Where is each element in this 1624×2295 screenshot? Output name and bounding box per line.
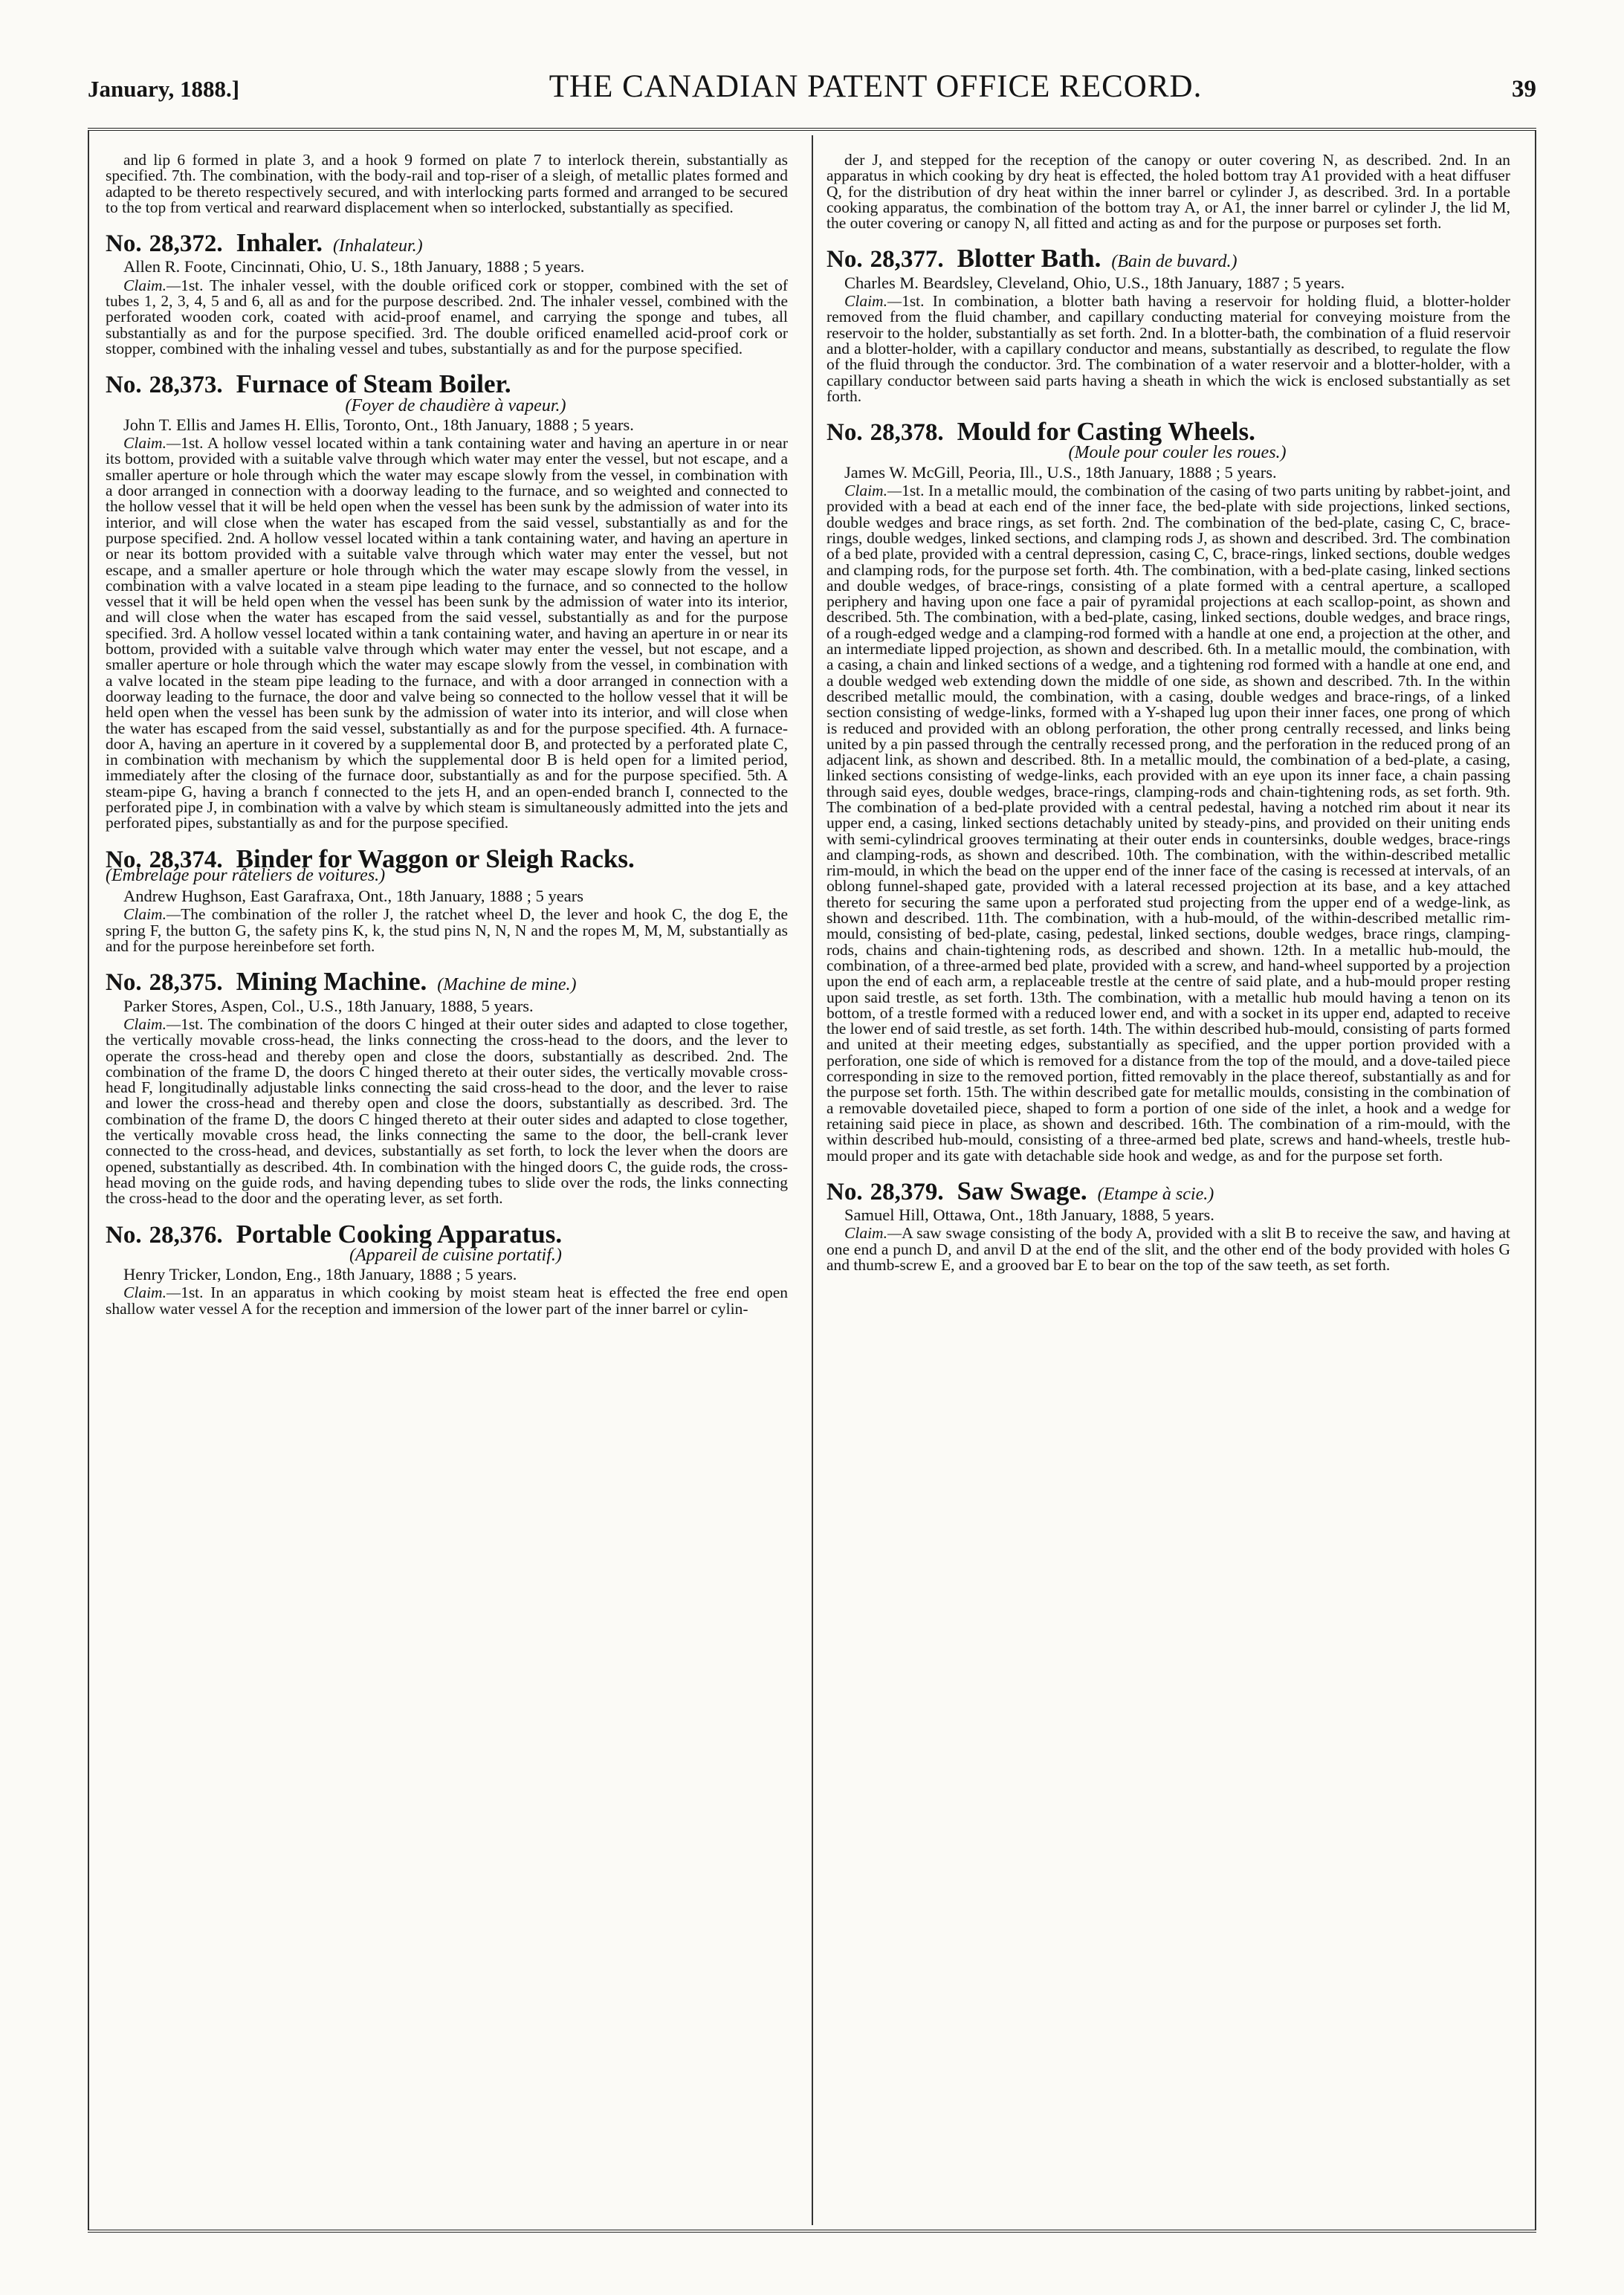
- entry-number: 28,377.: [870, 246, 944, 273]
- entry-inventor: Samuel Hill, Ottawa, Ont., 18th January, 1888, 5 years.: [844, 1205, 1214, 1225]
- entry-heading: [826, 244, 1510, 273]
- claim-text: 1st. The inhaler vessel, with the double orificed cork or stopper, combined with the set of tubes 1, 2, 3, 4, 5 and 6, all as and for the purpose described. 2nd. The inhaler vessel, combined with the perforated wooden cork, coated with acid-proof enamel, and carrying the sponge and tubes, all substantially as and for the purpose specified. 3rd. The double orificed enamelled acid-proof cork or stopper, combined with the inhaling vessel and tubes, substantially as and for the purpose specified.: [106, 276, 788, 357]
- entry-french-title: (Embrelage pour râteliers de voitures.): [106, 865, 386, 885]
- entry-claim: [106, 436, 788, 831]
- entry-heading: [106, 369, 788, 399]
- claim-text: A saw swage consisting of the body A, provided with a slit B to receive the saw, and having at one end a punch D, and anvil D at the end of the slit, and the other end of the body provided with holes G and thumb-screw E, and a grooved bar E to bear on the top of the saw teeth, as set forth.: [826, 1224, 1510, 1274]
- claim-text: 1st. In an apparatus in which cooking by moist steam heat is effected the free end open shallow water vessel A for the reception and immersion of the lower part of the inner barrel or cylin-: [106, 1284, 788, 1318]
- right-frame-rule: [1535, 131, 1536, 2230]
- claim-text: 1st. The combination of the doors C hinged at their outer sides and adapted to close together, the vertically movable cross-head, the links connecting the cross-head to the doors, and the lever to operate the cross-head and thereby open and close the doors, substantially as described. 2nd. The combination of the frame D, the doors C hinged thereto at their outer sides, the vertically movable cross-head F, longitudinally adjustable links connecting the said cross-head to the door, and the lever to raise and lower the cross-head and thereby open and close the doors, substantially as described. 3rd. The combination of the frame D, the doors C hinged thereto at their outer sides and adapted to close together, the vertically movable cross head, the links connecting the same to the door, the bell-crank lever connected to the cross-head, and devices, substantially as set forth, to lock the lever when the doors are opened, substantially as described. 4th. In combination with the hinged doors C, the guide rods, the cross-head moving on the guide rods, and having depending tubes to slide over the rods, the links connecting the cross-head to the door and the operating lever, as set forth.: [106, 1014, 788, 1208]
- entry-heading: [826, 417, 1510, 447]
- entry-title: Blotter Bath.: [957, 244, 1101, 273]
- claim-label: Claim.—: [123, 276, 181, 294]
- claim-text: 1st. A hollow vessel located within a tank containing water and having an aperture in or near its bottom, provided with a suitable valve through which water may enter the vessel, but not escape, and a smaller aperture or hole through which the water may escape slowly from the vessel, in combination with a door arranged in connection with a doorway leading to the furnace, and so weighted and connected to the hollow vessel that it will be held open when the vessel has been sunk by the admission of water into its interior, and will close when the water has escaped from the said vessel, substantially as and for the purpose specified. 2nd. A hollow vessel located within a tank containing water, and having an aperture in or near its bottom provided with a suitable valve through which water may enter the vessel, but not escape, and a smaller aperture or hole through which the water may escape slowly from the vessel, in combination with a valve located in a steam pipe leading to the furnace, and so connected to the hollow vessel that it will be held open when the vessel has been sunk by the admission of water into its interior, and will close when the water has escaped from the said vessel, substantially as and for the purpose specified. 3rd. A hollow vessel located within a tank containing water, and having an aperture in or near its bottom, provided with a suitable valve through which water may enter the vessel, but not escape, and a smaller aperture or hole through which the water may escape slowly from the vessel, in combination with a valve located in the steam pipe leading to the furnace, and with a door arranged in connection with a doorway leading to the furnace, the door and valve being so connected to the hollow vessel that it will be held open when the vessel has been sunk by the admission of water into its interior, and will close when the water has escaped from the said vessel, substantially as and for the purpose specified. 4th. A furnace-door A, having an aperture in it covered by a supplemental door B, and protected by a perforated plate C, in combination with mechanism by which the supplemental door B is held open for a limited period, immediately after the closing of the furnace door, substantially as and for the purpose specified. 5th. A steam-pipe G, having a branch f connected to the jets H, and an open-ended branch I, connected to the perforated pipe J, in combination with a valve by which steam is simultaneously admitted into the jets and perforated pipes, substantially as and for the purpose specified.: [106, 434, 788, 832]
- left-column: [106, 152, 788, 1320]
- entry-claim: [106, 278, 788, 357]
- entry-claim: [106, 1014, 788, 1208]
- claim-label: Claim.—: [123, 1284, 181, 1302]
- entry-claim: [826, 294, 1510, 404]
- patent-entry-28377: [826, 244, 1510, 405]
- header-date: January, 1888.]: [88, 76, 240, 102]
- entry-title: Inhaler.: [236, 228, 323, 258]
- entry-number: 28,379.: [870, 1178, 944, 1205]
- entry-number-label: No.: [826, 419, 863, 447]
- top-double-rule: [88, 128, 1536, 134]
- left-frame-rule: [88, 131, 89, 2230]
- entry-inventor: Andrew Hughson, East Garafraxa, Ont., 18th January, 1888 ; 5 years: [123, 887, 584, 906]
- patent-entry-28376: [106, 1219, 788, 1318]
- entry-inventor: Parker Stores, Aspen, Col., U.S., 18th January, 1888, 5 years.: [123, 996, 534, 1015]
- entry-heading: [826, 1176, 1510, 1205]
- entry-french-title: (Etampe à scie.): [1097, 1184, 1214, 1204]
- entry-title: Saw Swage.: [957, 1176, 1087, 1205]
- header-title: THE CANADIAN PATENT OFFICE RECORD.: [549, 69, 1203, 104]
- claim-label: Claim.—: [844, 1224, 902, 1243]
- entry-inventor: Charles M. Beardsley, Cleveland, Ohio, U.S., 18th January, 1887 ; 5 years.: [844, 273, 1345, 292]
- patent-entry-28378: [826, 417, 1510, 1165]
- entry-title: Portable Cooking Apparatus.: [236, 1219, 563, 1249]
- entry-claim: [826, 1226, 1510, 1273]
- bottom-double-rule: [88, 2230, 1536, 2236]
- entry-title: Binder for Waggon or Sleigh Racks.: [236, 844, 635, 873]
- entry-french-title: (Machine de mine.): [437, 975, 577, 995]
- right-column: [826, 152, 1510, 1276]
- entry-heading: [106, 228, 788, 258]
- patent-entry-28375: [106, 967, 788, 1208]
- entry-number: 28,375.: [149, 969, 223, 997]
- entry-french-title: (Inhalateur.): [332, 236, 423, 256]
- entry-number-label: No.: [106, 969, 142, 997]
- entry-claim: [106, 1285, 788, 1317]
- entry-number-label: No.: [106, 372, 142, 399]
- entry-inventor: James W. McGill, Peoria, Ill., U.S., 18th January, 1888 ; 5 years.: [844, 462, 1277, 482]
- entry-title: Mining Machine.: [236, 967, 427, 997]
- entry-heading: [106, 967, 788, 997]
- entry-inventor: Allen R. Foote, Cincinnati, Ohio, U. S., 18th January, 1888 ; 5 years.: [123, 257, 585, 276]
- entry-french-title: (Bain de buvard.): [1111, 252, 1238, 272]
- patent-entry-28374: [106, 844, 788, 956]
- patent-entry-28373: [106, 369, 788, 832]
- entry-french-title: (Appareil de cuisine portatif.): [349, 1245, 562, 1265]
- column-divider: [812, 135, 813, 2225]
- claim-label: Claim.—: [844, 482, 902, 500]
- claim-label: Claim.—: [844, 292, 902, 311]
- claim-text: 1st. In combination, a blotter bath having a reservoir for holding fluid, a blotter-holder removed from the fluid chamber, and capillary conducting material for conveying moisture from the reservoir to the holder, substantially as set forth. 2nd. In a blotter-bath, the combination of a fluid reservoir and a blotter-holder, with a capillary conductor and means, substantially as described, to regulate the flow of the fluid through the conductor. 3rd. The combination of a water reservoir and a blotter-holder, with a capillary conductor between said parts having a sheath in which the wick is enclosed substantially as set forth.: [826, 292, 1510, 405]
- entry-heading: [106, 844, 788, 885]
- entry-number: 28,372.: [149, 230, 223, 258]
- entry-number: 28,373.: [149, 372, 223, 399]
- entry-claim: [826, 483, 1510, 1164]
- entry-heading: [106, 1219, 788, 1249]
- entry-inventor: John T. Ellis and James H. Ellis, Toronto, Ont., 18th January, 1888 ; 5 years.: [123, 415, 634, 434]
- page-header: [88, 68, 1536, 110]
- entry-number-label: No.: [826, 1178, 863, 1205]
- entry-claim: [106, 907, 788, 954]
- claim-text: The combination of the roller J, the ratchet wheel D, the lever and hook C, the dog E, the spring F, the button G, the safety pins K, k, the stud pins N, N, N and the ropes M, M, M, substantially as and for the purpose hereinbefore set forth.: [106, 905, 788, 956]
- entry-number-label: No.: [106, 1221, 142, 1249]
- continued-claim-text: der J, and stepped for the reception of the canopy or outer covering N, as described. 2nd. In an apparatus in which cooking by dry heat is effected, the holed bottom tray A1 provided with a heat diffuser Q, for the distribution of dry heat within the inner barrel or cylinder J, as described. 3rd. In a portable cooking apparatus, the combination of the bottom tray A, or A1, the inner barrel or cylinder J, the lid M, the outer covering or canopy N, all fitted and acting as and for the purpose or purposes set forth.: [826, 151, 1510, 233]
- claim-label: Claim.—: [123, 905, 181, 924]
- entry-number-label: No.: [826, 246, 863, 273]
- patent-entry-28379: [826, 1176, 1510, 1274]
- entry-title: Furnace of Steam Boiler.: [236, 369, 511, 399]
- patent-entry-28372: [106, 228, 788, 357]
- claim-label: Claim.—: [123, 434, 181, 453]
- claim-text: 1st. In a metallic mould, the combination of the casing of two parts uniting by rabbet-joint, and provided with a bead at each end of the inner face, the bed-plate with side projections, linked sections, double wedges and brace rings, as set forth. 2nd. The combination of the bed-plate, casing C, C, brace-rings, double wedges, linked sections, and clamping rods J, as shown and described. 3rd. The combination of a bed plate, provided with a central depression, casing C, C, brace-rings, linked sections, double wedges and clamping rods, for the purpose set forth. 4th. The combination, with a bed-plate casing, linked sections and double wedges, of brace-rings, consisting of a plate formed with a central aperture, a scalloped periphery and having upon one face a pair of pyramidal projections at each scallop-point, as shown and described. 5th. The combination, with a bed-plate, casing, linked sections, double wedges, and brace rings, of a rough-edged wedge and a clamping-rod formed with a handle at one end, a projection at the other, and an intermediate lipped projection, as shown and described. 6th. In a metallic mould, the combination, with a casing, a chain and linked sections of a wedge, and a tightening rod formed with a handle at one end, and a double wedged web extending down the middle of one side, as shown and described. 7th. In the within described metallic mould, the combination, with a casing, double wedges and brace-rings, of a linked section consisting of wedge-links, formed with a Y-shaped lug upon their inner faces, one prong of which is reduced and provided with an oblong perforation, the other prong centrally recessed, and links being united by a pin passed through the centrally recessed prong, and the perforation in the reduced prong of an adjacent link, as shown and described. 8th. In a metallic mould, the combination of a bed-plate, a casing, linked sections consisting of wedge-links, each provided with an eye upon its inner face, a chain passing through said eyes, double wedges, brace-rings, clamping-rods and chain-tightening rods, as set forth. 9th. The combination of a bed-plate provided with a central pedestal, having a notched rim about it near its upper end, a casing, linked sections detachably united by steady-pins, and provided on their uniting ends with semi-cylindrical grooves terminating at their outer ends in countersinks, double wedges, brace-rings and clamping-rods, as shown and described. 10th. The combination, with the within-described metallic rim-mould, in which the bead on the upper end of the inner face of the casing is recessed at intervals, of an oblong funnel-shaped gate, provided with a lateral recessed projection at its base, and a key attached thereto for securing the same upon a perforated stud projecting from the upper end of a wedge-link, as shown and described. 11th. The combination, with a hub-mould, of the within-described metallic rim-mould, consisting of bed-plate, casing, pedestal, linked sections, double wedges, brace rings, clamping-rods, chains and chain-tightening rods, as described and shown. 12th. In a metallic hub-mould, the combination, of a three-armed bed plate, provided with a screw, and hand-wheel supported by a projection upon the end of each arm, a replaceable trestle at the centre of said plate, and a hub-mould proper resting upon said trestle, as set forth. 13th. The combination, with a metallic hub mould having a tenon on its bottom, of a trestle formed with a reduced lower end, and with a socket in its upper end, adapted to receive the lower end of said trestle, as set forth. 14th. The within described hub-mould, consisting of parts formed and united at their meeting edges, substantially as specified, and the upper portion provided with a perforation, one side of which is removed for a distance from the top of the mould, and a dove-tailed piece corresponding in size to the removed portion, fitted removably in the place thereof, substantially as and for the purpose set forth. 15th. The within described gate for metallic moulds, consisting in the combination of a removable dovetailed piece, shaped to form a portion of one side of the inlet, a hook and a wedge for retaining said piece in place, as shown and described. 16th. The combination of a rim-mould, with the within described hub-mould, consisting of a three-armed bed plate, screws and hand-wheels, trestle hub-mould proper and its gate with detachable side hook and wedge, as and for the purpose set forth.: [826, 482, 1510, 1165]
- entry-inventor: Henry Tricker, London, Eng., 18th January, 1888 ; 5 years.: [123, 1265, 517, 1284]
- entry-title: Mould for Casting Wheels.: [957, 417, 1255, 447]
- entry-number: 28,376.: [149, 1221, 223, 1249]
- entry-number-label: No.: [106, 230, 142, 258]
- continued-claim-text: and lip 6 formed in plate 3, and a hook 9 formed on plate 7 to interlock therein, substantially as specified. 7th. The combination, with the body-rail and top-riser of a sleigh, of metallic plates formed and adapted to be thereto respectively secured, and with interlocking parts formed and arranged to be secured to the top from vertical and rearward displacement when so interlocked, substantially as specified.: [106, 151, 788, 216]
- entry-number: 28,374.: [149, 846, 223, 873]
- entry-number-label: No.: [106, 846, 142, 873]
- claim-label: Claim.—: [123, 1014, 181, 1033]
- entry-number: 28,378.: [870, 419, 944, 447]
- page-number: 39: [1512, 76, 1536, 103]
- entry-french-title: (Foyer de chaudière à vapeur.): [345, 395, 566, 415]
- entry-french-title: (Moule pour couler les roues.): [1068, 443, 1287, 463]
